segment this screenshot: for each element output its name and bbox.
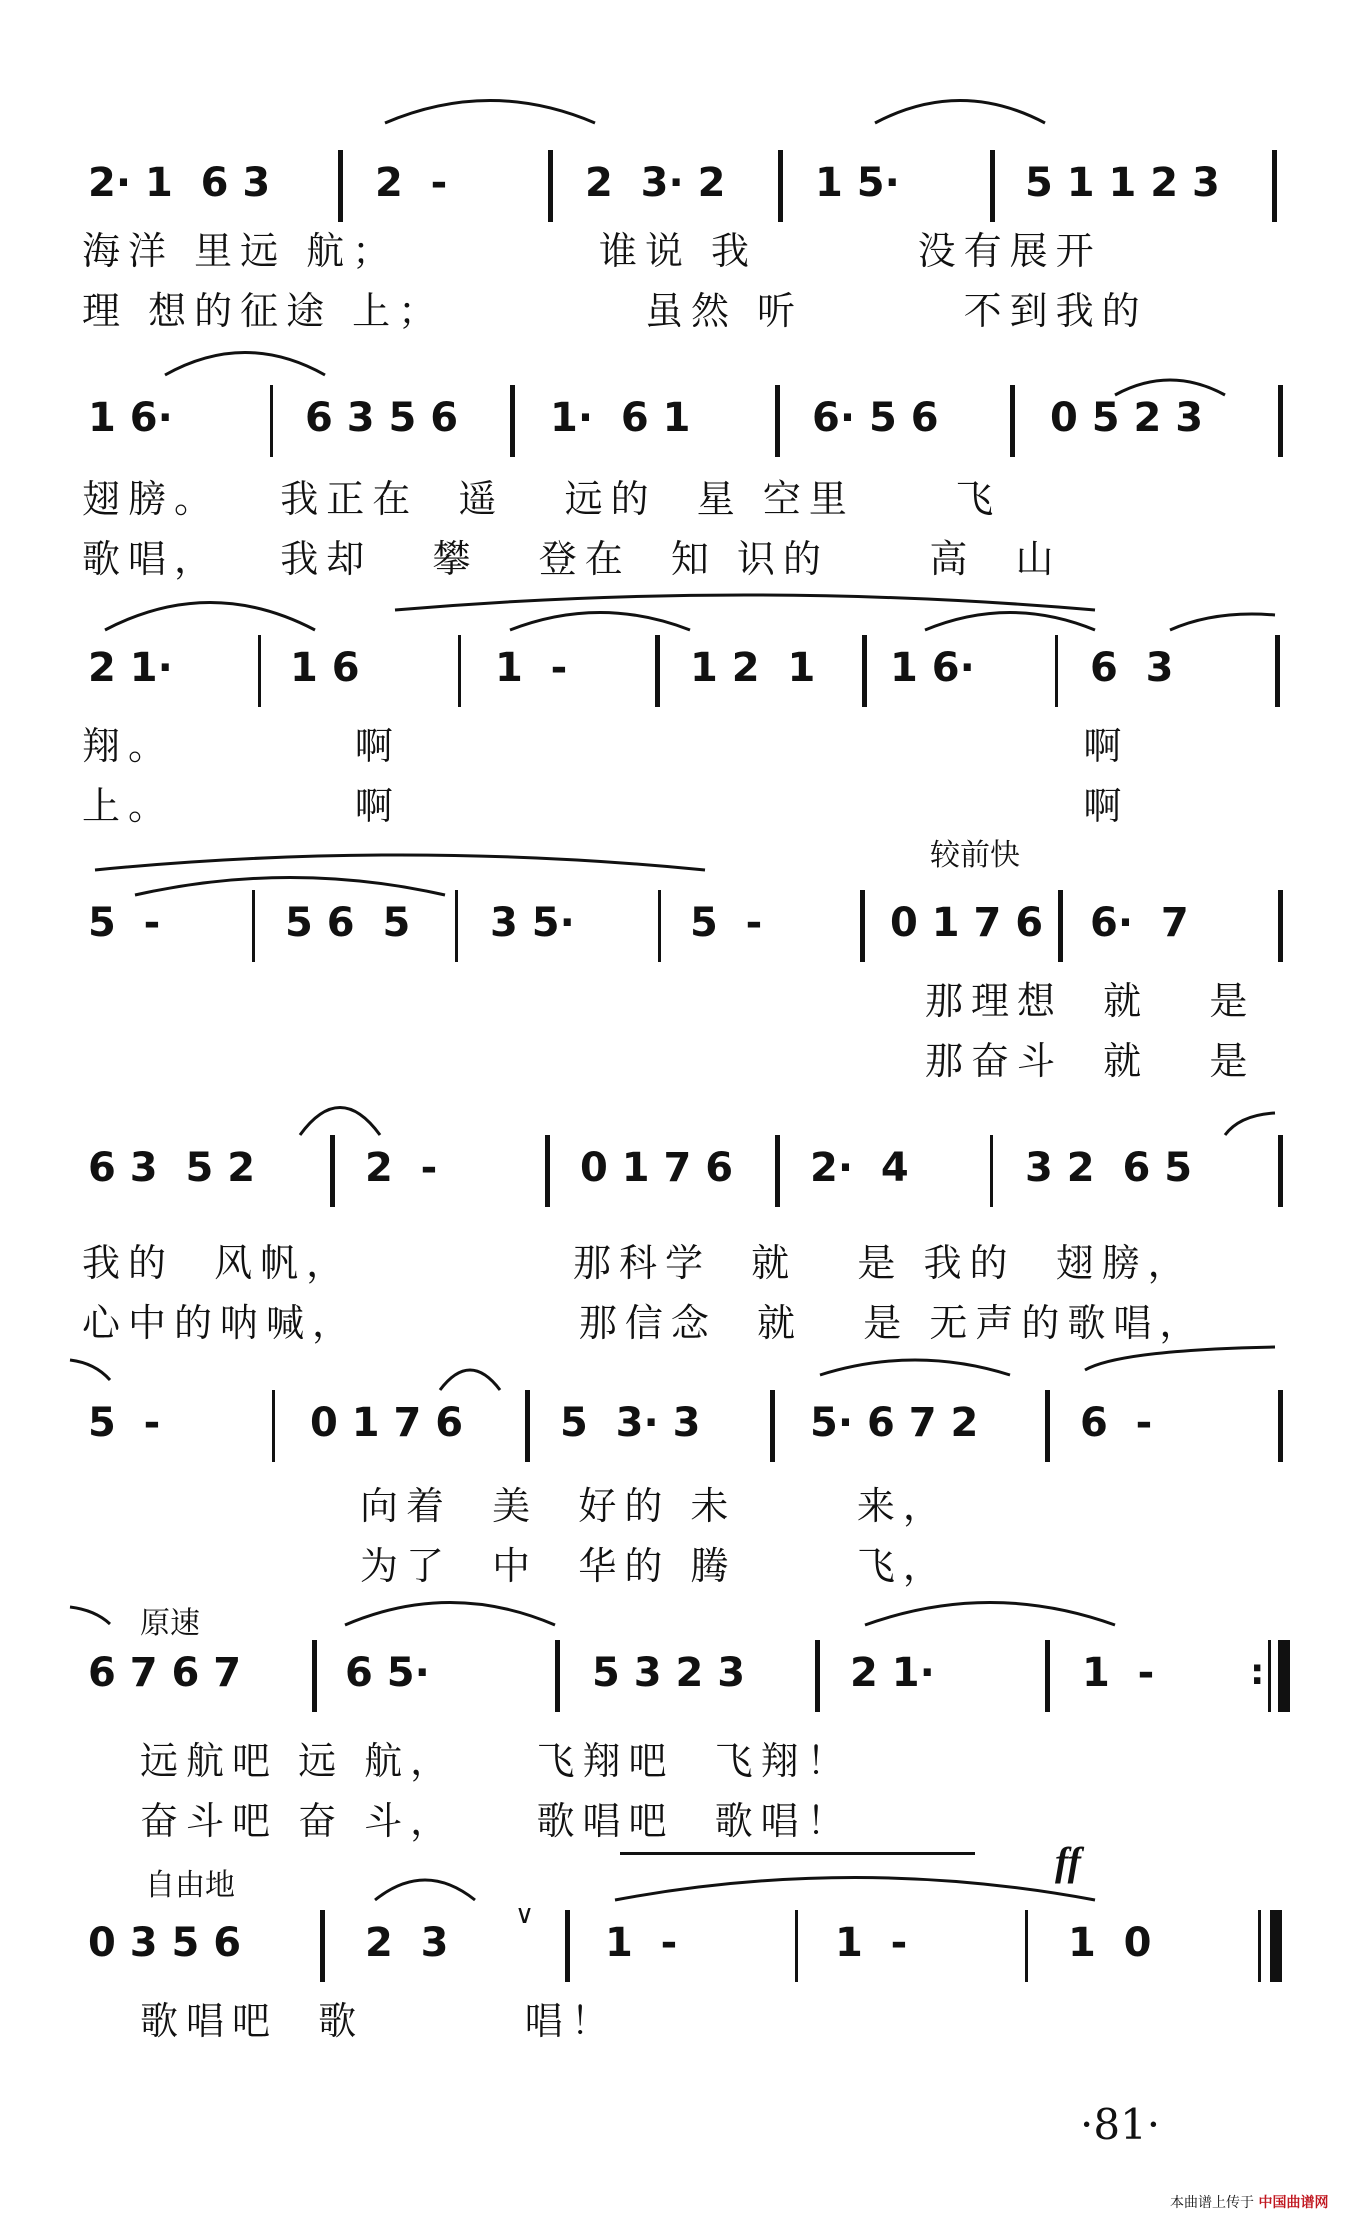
- measure-3: 1 -: [495, 645, 568, 691]
- measure-1: 6 7 6 7: [88, 1650, 242, 1696]
- barline: [1258, 1910, 1261, 1982]
- barline: [545, 1135, 550, 1207]
- measure-2: 0 1 7 6: [310, 1400, 464, 1446]
- barline: [658, 890, 661, 962]
- slur: [1165, 610, 1280, 635]
- barline: [525, 1390, 530, 1462]
- measure-5: 1 6·: [890, 645, 975, 691]
- tempo-a-tempo: 原速: [140, 1606, 200, 1641]
- barline: [778, 150, 783, 222]
- barline: [1045, 1390, 1050, 1462]
- barline: [1055, 635, 1058, 707]
- lyrics-verse-1: 那理想 就 是: [925, 979, 1256, 1023]
- credit-text: 本曲谱上传于: [1170, 2195, 1254, 2211]
- measure-3: 2 3· 2: [585, 160, 726, 206]
- measure-4: 2· 4: [810, 1145, 909, 1191]
- barline: [258, 635, 261, 707]
- measure-5: 6 -: [1080, 1400, 1153, 1446]
- barline: [270, 385, 273, 457]
- site-logo: 中国曲谱网: [1258, 2195, 1329, 2211]
- barline: [312, 1640, 317, 1712]
- measure-1: 2· 1 6 3: [88, 160, 271, 206]
- barline: [990, 150, 995, 222]
- lyrics-verse-2: 为了 中 华的 腾 飞，: [360, 1544, 949, 1588]
- lyrics-final: 歌唱吧 歌 唱！: [140, 1999, 617, 2043]
- lyrics-verse-2: 理 想的征途 上； 虽然 听 不到我的: [82, 289, 1148, 333]
- barline: [775, 1135, 780, 1207]
- measure-5: 0 5 2 3: [1050, 395, 1204, 441]
- lyrics-verse-2: 奋斗吧 奋 斗， 歌唱吧 歌唱！: [140, 1799, 853, 1843]
- measure-3: 1 -: [605, 1920, 678, 1966]
- barline: [1058, 890, 1063, 962]
- barline: [455, 890, 458, 962]
- slur: [1080, 1345, 1280, 1375]
- measure-3: 0 1 7 6: [580, 1145, 734, 1191]
- dynamic-fortissimo: ff: [1055, 1839, 1081, 1884]
- lyrics-verse-1: 向着 美 好的 未 来，: [360, 1484, 949, 1528]
- measure-4: 1 -: [835, 1920, 908, 1966]
- lyrics-verse-1: 远航吧 远 航， 飞翔吧 飞翔！: [140, 1739, 853, 1783]
- underline: [620, 1852, 975, 1855]
- measure-2: 2 3: [365, 1920, 449, 1966]
- measure-5: 0 1 7 6: [890, 900, 1044, 946]
- barline: [272, 1390, 275, 1462]
- tempo-faster: 较前快: [930, 838, 1020, 873]
- lyrics-verse-1: 我的 风帆， 那科学 就 是 我的 翅膀，: [82, 1241, 1194, 1285]
- measure-2: 5 6 5: [285, 900, 411, 946]
- barline: [815, 1640, 820, 1712]
- slur: [100, 585, 320, 635]
- measure-1: 0 3 5 6: [88, 1920, 242, 1966]
- breath-mark: ∨: [515, 1900, 535, 1930]
- barline: [1268, 1640, 1271, 1712]
- barline: [1278, 385, 1283, 457]
- final-barline: [1278, 1640, 1290, 1712]
- barline: [458, 635, 461, 707]
- measure-3: 5 3· 3: [560, 1400, 701, 1446]
- slur: [340, 1590, 560, 1630]
- barline: [1010, 385, 1015, 457]
- slur: [815, 1350, 1015, 1380]
- measure-5: 3 2 6 5: [1025, 1145, 1193, 1191]
- measure-4: 2 1·: [850, 1650, 935, 1696]
- barline: [775, 385, 780, 457]
- slur: [65, 1355, 115, 1385]
- measure-5: 1 0: [1068, 1920, 1152, 1966]
- page-number: ·81·: [1080, 2100, 1161, 2149]
- lyrics-verse-1: 翅膀。 我正在 遥 远的 星 空里 飞: [82, 477, 1002, 521]
- barline: [1278, 1390, 1283, 1462]
- measure-2: 2 -: [375, 160, 448, 206]
- lyrics-verse-2: 上。 啊 啊: [82, 784, 1130, 828]
- measure-6: 6· 7: [1090, 900, 1189, 946]
- barline: [565, 1910, 570, 1982]
- measure-6: 6 3: [1090, 645, 1174, 691]
- slur: [65, 1602, 115, 1632]
- measure-2: 6 3 5 6: [305, 395, 459, 441]
- barline: [1045, 1640, 1050, 1712]
- barline: [1272, 150, 1277, 222]
- barline: [510, 385, 515, 457]
- slur: [380, 88, 600, 128]
- slur: [505, 600, 695, 635]
- barline: [1278, 890, 1283, 962]
- measure-1: 1 6·: [88, 395, 173, 441]
- barline: [338, 150, 343, 222]
- slur: [435, 1355, 505, 1395]
- barline: [1025, 1910, 1028, 1982]
- upload-credit: [1170, 2192, 1328, 2212]
- measure-4: 1 5·: [815, 160, 900, 206]
- measure-3: 3 5·: [490, 900, 575, 946]
- barline: [1278, 1135, 1283, 1207]
- measure-4: 1 2 1: [690, 645, 816, 691]
- slur: [920, 600, 1100, 635]
- measure-2: 6 5·: [345, 1650, 430, 1696]
- slur: [870, 88, 1050, 128]
- barline: [860, 890, 865, 962]
- barline: [320, 1910, 325, 1982]
- slur: [860, 1590, 1120, 1630]
- measure-1: 5 -: [88, 1400, 161, 1446]
- measure-2: 2 -: [365, 1145, 438, 1191]
- barline: [862, 635, 867, 707]
- measure-3: 5 3 2 3: [592, 1650, 746, 1696]
- barline: [770, 1390, 775, 1462]
- barline: [330, 1135, 335, 1207]
- tempo-freely: 自由地: [145, 1868, 235, 1903]
- repeat-dots: :: [1250, 1652, 1265, 1693]
- lyrics-verse-2: 那奋斗 就 是: [925, 1039, 1256, 1083]
- slur: [295, 1090, 385, 1140]
- barline: [795, 1910, 798, 1982]
- barline: [555, 1640, 560, 1712]
- barline: [252, 890, 255, 962]
- lyrics-verse-2: 歌唱， 我却 攀 登在 知 识的 高 山: [82, 537, 1062, 581]
- measure-3: 1· 6 1: [550, 395, 691, 441]
- measure-4: 5· 6 7 2: [810, 1400, 979, 1446]
- final-barline: [1270, 1910, 1282, 1982]
- measure-1: 2 1·: [88, 645, 173, 691]
- lyrics-verse-1: 翔。 啊 啊: [82, 724, 1130, 768]
- lyrics-verse-2: 心中的呐喊， 那信念 就 是 无声的歌唱，: [82, 1301, 1206, 1345]
- slur: [610, 1865, 1100, 1905]
- measure-5: 5 1 1 2 3: [1025, 160, 1220, 206]
- measure-4: 6· 5 6: [812, 395, 939, 441]
- slur: [370, 1865, 480, 1905]
- barline: [990, 1135, 993, 1207]
- measure-5: 1 -: [1082, 1650, 1155, 1696]
- measure-1: 5 -: [88, 900, 161, 946]
- measure-1: 6 3 5 2: [88, 1145, 256, 1191]
- measure-4: 5 -: [690, 900, 763, 946]
- measure-2: 1 6: [290, 645, 360, 691]
- barline: [655, 635, 660, 707]
- slur: [160, 340, 330, 380]
- lyrics-verse-1: 海洋 里远 航； 谁说 我 没有展开: [82, 229, 1102, 273]
- barline: [548, 150, 553, 222]
- barline: [1275, 635, 1280, 707]
